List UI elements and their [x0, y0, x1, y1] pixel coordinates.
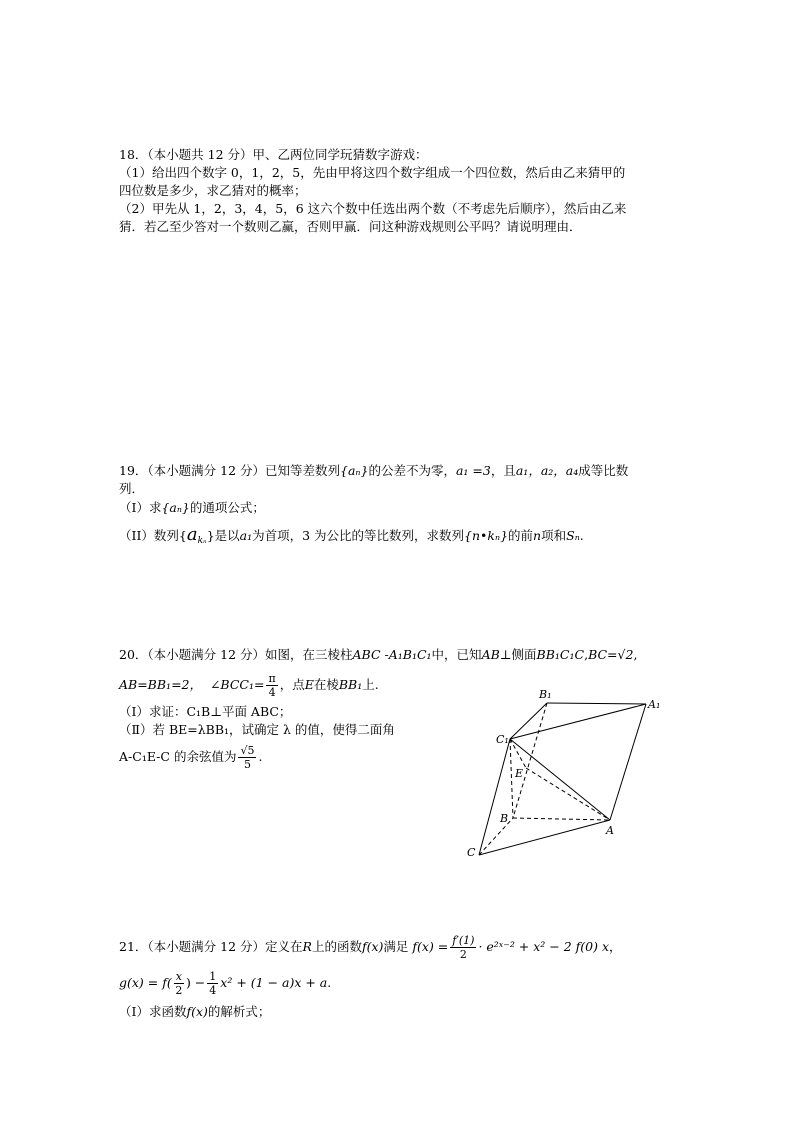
q20-line2-a: AB=BB₁=2，: [119, 677, 202, 692]
edge-c1-a: [510, 739, 610, 820]
q19-part2-mid3: 的前: [508, 528, 534, 543]
q20-line2-b: ∠BCC₁=: [209, 677, 265, 692]
q19-part2-mid4: 项和: [541, 528, 567, 543]
q21-part1-fx: f(x): [186, 1004, 208, 1019]
q20-angle-den: 4: [268, 686, 276, 699]
edge-b1-a1: [547, 703, 646, 704]
q21-line1-mid2: 满足: [383, 939, 409, 954]
q19-part2-mid: }是以: [206, 528, 240, 543]
q19-header-mid2: ，且: [490, 463, 516, 478]
q21-line1-mid: 上的函数: [311, 939, 362, 954]
q20-part1: （Ⅰ）求证：C₁B⊥平面 ABC；: [119, 704, 292, 719]
q20-line1-mid2: 侧面: [511, 647, 537, 662]
q21-line1: [119, 934, 622, 961]
edge-b1-b: [513, 703, 547, 818]
q19-part2-end: .: [579, 528, 584, 543]
q18-part2-line2: 猜．若乙至少答对一个数则乙赢，否则甲赢．问这种游戏规则公平吗？请说明理由．: [119, 219, 582, 234]
q21-part1-post: 的解析式；: [207, 1004, 271, 1019]
q19-part2: [119, 526, 584, 550]
q19-part1: [119, 499, 265, 517]
q19-cond1: a₁ =3: [455, 463, 491, 478]
label-b1: B₁: [539, 688, 552, 701]
q20-line1: [119, 646, 637, 664]
q21-line1-pre: 21．（本小题满分 12 分）定义在: [119, 939, 303, 954]
q20-part2-line2-pre: A-C₁E-C 的余弦值为: [119, 749, 237, 764]
q20-face: BB₁C₁C: [536, 647, 585, 662]
q20-cos-den: 5: [243, 758, 251, 771]
q20-point-e: E: [304, 677, 314, 692]
q19-part2-term: a: [186, 524, 198, 545]
label-c: C: [467, 846, 476, 859]
q19-part2-pre: （II）数列{: [119, 528, 187, 543]
q19-cond2: a₁，a₂，a₄: [515, 463, 579, 478]
q21-part1-pre: （Ⅰ）求函数: [119, 1004, 187, 1019]
q18-part2-line1: （2）甲先从 1，2，3，4，5，6 这六个数中任选出两个数（不考虑先后顺序），然后由乙来: [119, 201, 627, 216]
q19-part1-seq: {aₙ}: [161, 500, 190, 515]
q18-part1-line1: （1）给出四个数字 0，1，2，5，先由甲将这四个数字组成一个四位数，然后由乙来猜甲的: [119, 165, 626, 180]
q21-g-fraction1: [174, 970, 184, 997]
q19-part2-sub: kₙ: [197, 536, 207, 546]
edge-c1-b: [510, 739, 513, 818]
q21-g-end: .: [327, 975, 332, 990]
label-a: A: [606, 824, 614, 837]
q20-edge: BB₁: [338, 677, 363, 692]
q21-g-frac2-den: 4: [209, 984, 217, 997]
q20-line1-end: ,: [633, 647, 638, 662]
q21-eq-frac-den: 2: [459, 948, 467, 961]
q20-part2-line1: （Ⅱ）若 BE=λBB₁，试确定 λ 的值，使得二面角: [119, 722, 395, 737]
edge-b-a: [513, 818, 610, 820]
q20-angle-fraction: [266, 672, 277, 699]
q20-part2-end: .: [258, 749, 263, 764]
q19-header: [119, 462, 628, 480]
q21-g-lhs: g(x) = f(: [119, 975, 172, 990]
q21-line1-end: ，: [609, 939, 622, 954]
q20-line1-mid: 中，已知: [431, 647, 482, 662]
q19-part2-mid2: 为首项，3 为公比的等比数列，求数列: [252, 528, 465, 543]
q21-line2: [119, 970, 331, 997]
q21-eq-rhs: · e²ˣ⁻² + x² − 2 f(0) x: [478, 939, 610, 954]
edge-e-a: [526, 768, 610, 820]
q20-line1-mid3: ,: [584, 647, 589, 662]
q21-fx: f(x): [361, 939, 384, 954]
edge-c1-b1: [510, 703, 547, 739]
q20-line2-end: 上.: [362, 677, 379, 692]
q20-line1-pre: 20．（本小题满分 12 分）如图，在三棱柱: [119, 647, 353, 662]
q18-part1-line2: 四位数是多少，求乙猜对的概率；: [119, 183, 307, 198]
q20-perp1: AB⊥: [481, 647, 512, 662]
edge-c1-a1: [510, 704, 646, 739]
q19-header-mid: 的公差不为零，: [368, 463, 456, 478]
q20-line2-d: 在棱: [313, 677, 339, 692]
q20-prism: ABC -A₁B₁C₁: [352, 647, 432, 662]
q21-g-frac-den: 2: [175, 984, 183, 997]
q21-g-frac-num: x: [175, 970, 182, 983]
q20-part2-line2: [119, 744, 262, 771]
q19-header-line2: 列．: [119, 481, 145, 496]
q20-cos-num: √5: [240, 744, 255, 757]
q21-g-fraction2: [207, 970, 218, 997]
edge-c-a: [479, 820, 610, 855]
q20-bc: BC=√2: [588, 647, 634, 662]
q21-g-rhs: x² + (1 − a)x + a: [220, 975, 328, 990]
q21-g-mid: ) −: [185, 975, 206, 990]
q21-part1: [119, 1003, 270, 1021]
edge-a1-a: [610, 704, 646, 820]
edge-c1-e: [510, 739, 526, 768]
q18-header: 18．（本小题共 12 分）甲、乙两位同学玩猜数字游戏：: [119, 147, 428, 162]
q19-part2-seq: {n•kₙ}: [464, 528, 509, 543]
q19-part2-n: n: [533, 528, 542, 543]
q20-line2: [119, 672, 379, 699]
q19-part1-pre: （I）求: [119, 500, 162, 515]
q20-cos-fraction: [238, 744, 256, 771]
q19-header-pre: 19．（本小题满分 12 分）已知等差数列: [119, 463, 341, 478]
q20-line2-c: ，点: [279, 677, 305, 692]
q19-part2-a1: a₁: [239, 528, 253, 543]
label-c1: C₁: [496, 733, 509, 746]
q20-angle-num: π: [268, 672, 276, 685]
label-a1: A₁: [648, 698, 661, 711]
label-e: E: [515, 767, 524, 780]
q21-eq-lhs: f(x) =: [412, 939, 449, 954]
q21-g-frac2-num: 1: [209, 970, 217, 983]
q19-seq: {aₙ}: [340, 463, 369, 478]
q21-domain: R: [302, 939, 312, 954]
label-b: B: [500, 812, 509, 825]
q19-part2-sn: Sₙ: [566, 528, 580, 543]
q19-part1-post: 的通项公式；: [189, 500, 265, 515]
q21-eq-frac-num: f′(1): [452, 934, 475, 947]
q19-header-post: 成等比数: [578, 463, 629, 478]
q21-eq-fraction: [450, 934, 476, 961]
prism-figure: [460, 682, 680, 862]
